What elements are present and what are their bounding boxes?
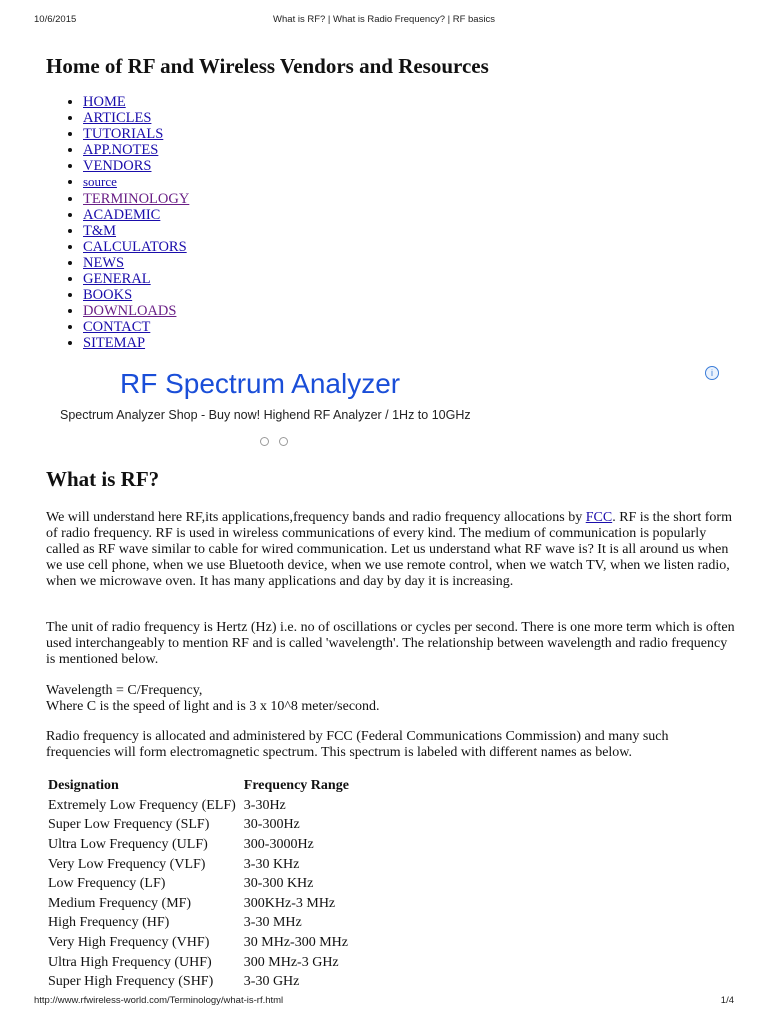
nav-link-app-notes[interactable]: APP.NOTES: [83, 142, 159, 159]
frequency-table: [44, 776, 353, 992]
column-header-designation: Designation: [48, 778, 119, 793]
ad-description: Spectrum Analyzer Shop - Buy now! Highend RF Analyzer / 1Hz to 10GHz: [60, 408, 471, 422]
article-paragraph-wavelength: [46, 683, 736, 715]
intro-text-start: We will understand here RF,its applications,frequency bands and radio frequency allocations by: [46, 510, 586, 525]
table-row: [44, 914, 353, 934]
ad-info-icon[interactable]: i: [705, 366, 719, 380]
intro-text-end: . RF is the short form of radio frequency. RF is used in wireless communications of every kind. The medium of communication is popularly called as RF wave similar to cable for wired communication. Let us understand what RF wave is? It is all around us when we use cell phone, when we use Bluetooth device, when we use remote control, when we watch TV, when we listen radio, when we microwave oven. It has many applications and day by day it is increasing.: [46, 510, 732, 590]
ad-carousel-dots: [260, 433, 294, 451]
frequency-range-cell: 3-30Hz: [243, 797, 286, 813]
table-row: [44, 874, 353, 894]
frequency-range-cell: 300 MHz-3 GHz: [243, 954, 339, 970]
article-paragraph-intro: [46, 510, 736, 590]
designation-cell: Ultra High Frequency (UHF): [48, 954, 212, 970]
column-header-frequency-range: Frequency Range: [243, 778, 349, 793]
table-row: [44, 953, 353, 973]
frequency-range-cell: 3-30 MHz: [243, 915, 302, 931]
site-title: Home of RF and Wireless Vendors and Resources: [46, 54, 489, 78]
frequency-range-cell: 300-3000Hz: [243, 836, 314, 852]
designation-cell: High Frequency (HF): [48, 915, 170, 931]
nav-link-source[interactable]: source: [83, 174, 117, 190]
nav-menu: [64, 94, 189, 352]
nav-link-terminology[interactable]: TERMINOLOGY: [83, 190, 190, 207]
designation-cell: Extremely Low Frequency (ELF): [48, 797, 236, 813]
designation-cell: Medium Frequency (MF): [48, 895, 192, 911]
print-page-title: What is RF? | What is Radio Frequency? | RF basics: [273, 14, 495, 25]
table-row: [44, 972, 353, 992]
nav-link-tutorials[interactable]: TUTORIALS: [83, 126, 164, 143]
ad-headline-link[interactable]: RF Spectrum Analyzer: [120, 368, 401, 399]
print-date: 10/6/2015: [34, 14, 77, 25]
nav-link-academic[interactable]: ACADEMIC: [83, 206, 161, 223]
table-row: [44, 933, 353, 953]
nav-link-sitemap[interactable]: SITEMAP: [83, 335, 146, 352]
nav-link-articles[interactable]: ARTICLES: [83, 110, 152, 127]
frequency-range-cell: 30 MHz-300 MHz: [243, 934, 348, 950]
table-row: [44, 796, 353, 816]
frequency-range-cell: 3-30 GHz: [243, 974, 300, 990]
table-header-row: [44, 776, 353, 796]
nav-link-news[interactable]: NEWS: [83, 254, 125, 271]
designation-cell: Super Low Frequency (SLF): [48, 817, 210, 833]
table-row: [44, 855, 353, 875]
print-footer: [34, 995, 734, 1009]
carousel-dot-2[interactable]: [279, 437, 288, 446]
nav-link-books[interactable]: BOOKS: [83, 287, 133, 304]
article-paragraph-fcc: Radio frequency is allocated and administered by FCC (Federal Communications Commission) and many such frequencies will form electromagnetic spectrum. This spectrum is labeled with different names as below.: [46, 729, 669, 761]
nav-link-t-and-m[interactable]: T&M: [83, 222, 117, 239]
nav-link-contact[interactable]: CONTACT: [83, 319, 151, 336]
wavelength-formula: Wavelength = C/Frequency,: [46, 683, 203, 698]
nav-link-general[interactable]: GENERAL: [83, 271, 151, 288]
article-paragraph-units: The unit of radio frequency is Hertz (Hz) i.e. no of oscillations or cycles per second. There is one more term which is often used interchangeably to mention RF and is called 'wavelength'. The relationship between wavelength and radio frequency is mentioned below.: [46, 620, 735, 668]
designation-cell: Ultra Low Frequency (ULF): [48, 836, 208, 852]
designation-cell: Super High Frequency (SHF): [48, 974, 214, 990]
table-row: [44, 816, 353, 836]
print-header: [34, 14, 734, 28]
frequency-range-cell: 30-300 KHz: [243, 876, 314, 892]
nav-link-calculators[interactable]: CALCULATORS: [83, 238, 187, 255]
nav-link-home[interactable]: HOME: [83, 94, 126, 110]
print-page-number: 1/4: [720, 995, 734, 1006]
table-row: [44, 894, 353, 914]
nav-link-vendors[interactable]: VENDORS: [83, 158, 152, 175]
fcc-link[interactable]: FCC: [585, 510, 613, 525]
table-row: [44, 835, 353, 855]
designation-cell: Low Frequency (LF): [48, 876, 166, 892]
nav-link-downloads[interactable]: DOWNLOADS: [83, 303, 177, 320]
designation-cell: Very High Frequency (VHF): [48, 934, 210, 950]
frequency-range-cell: 3-30 KHz: [243, 856, 300, 872]
frequency-range-cell: 30-300Hz: [243, 817, 300, 833]
carousel-dot-1[interactable]: [260, 437, 269, 446]
speed-of-light-note: Where C is the speed of light and is 3 x 10^8 meter/second.: [46, 699, 380, 715]
designation-cell: Very Low Frequency (VLF): [48, 856, 206, 872]
article-title: What is RF?: [46, 467, 160, 491]
frequency-range-cell: 300KHz-3 MHz: [243, 895, 336, 911]
print-url: http://www.rfwireless-world.com/Terminology/what-is-rf.html: [34, 995, 284, 1006]
